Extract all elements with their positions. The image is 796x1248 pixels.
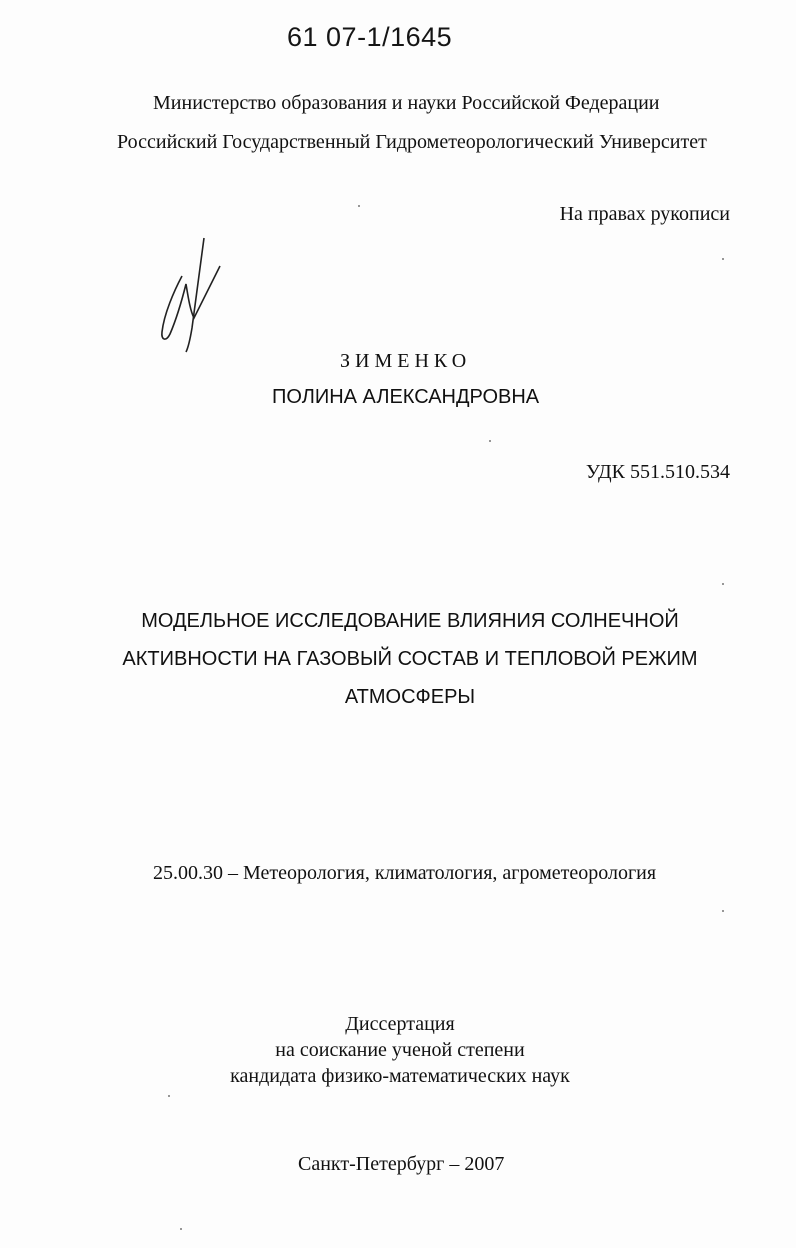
scan-speck (722, 910, 724, 912)
scan-speck (722, 258, 724, 260)
scan-speck (722, 583, 724, 585)
degree-line-1: Диссертация (345, 1013, 455, 1035)
scan-speck (180, 1228, 182, 1230)
handwritten-signature (152, 236, 232, 354)
udk-code: УДК 551.510.534 (585, 461, 730, 483)
author-surname: ЗИМЕНКО (340, 350, 472, 372)
city-year: Санкт-Петербург – 2007 (298, 1153, 505, 1175)
specialty-code: 25.00.30 – Метеорология, климатология, агрометеорология (153, 862, 657, 884)
degree-line-2: на соискание ученой степени (275, 1039, 525, 1061)
scan-speck (358, 205, 360, 207)
university-heading: Российский Государственный Гидрометеорологический Университет (117, 131, 707, 153)
archive-stamp-number: 61 07-1/1645 (287, 22, 453, 52)
scan-speck (489, 440, 491, 442)
dissertation-title (110, 602, 710, 716)
author-given-names: ПОЛИНА АЛЕКСАНДРОВНА (272, 386, 540, 408)
ministry-heading: Министерство образования и науки Российской Федерации (153, 92, 660, 114)
scan-speck (168, 1095, 170, 1097)
degree-line-3: кандидата физико-математических наук (230, 1065, 570, 1087)
title-line-3: АТМОСФЕРЫ (344, 686, 476, 708)
title-line-2: АКТИВНОСТИ НА ГАЗОВЫЙ СОСТАВ И ТЕПЛОВОЙ РЕЖИМ (122, 648, 698, 670)
title-line-1: МОДЕЛЬНОЕ ИССЛЕДОВАНИЕ ВЛИЯНИЯ СОЛНЕЧНОЙ (141, 610, 679, 632)
degree-statement (200, 1011, 600, 1089)
manuscript-rights-note: На правах рукописи (559, 203, 730, 225)
